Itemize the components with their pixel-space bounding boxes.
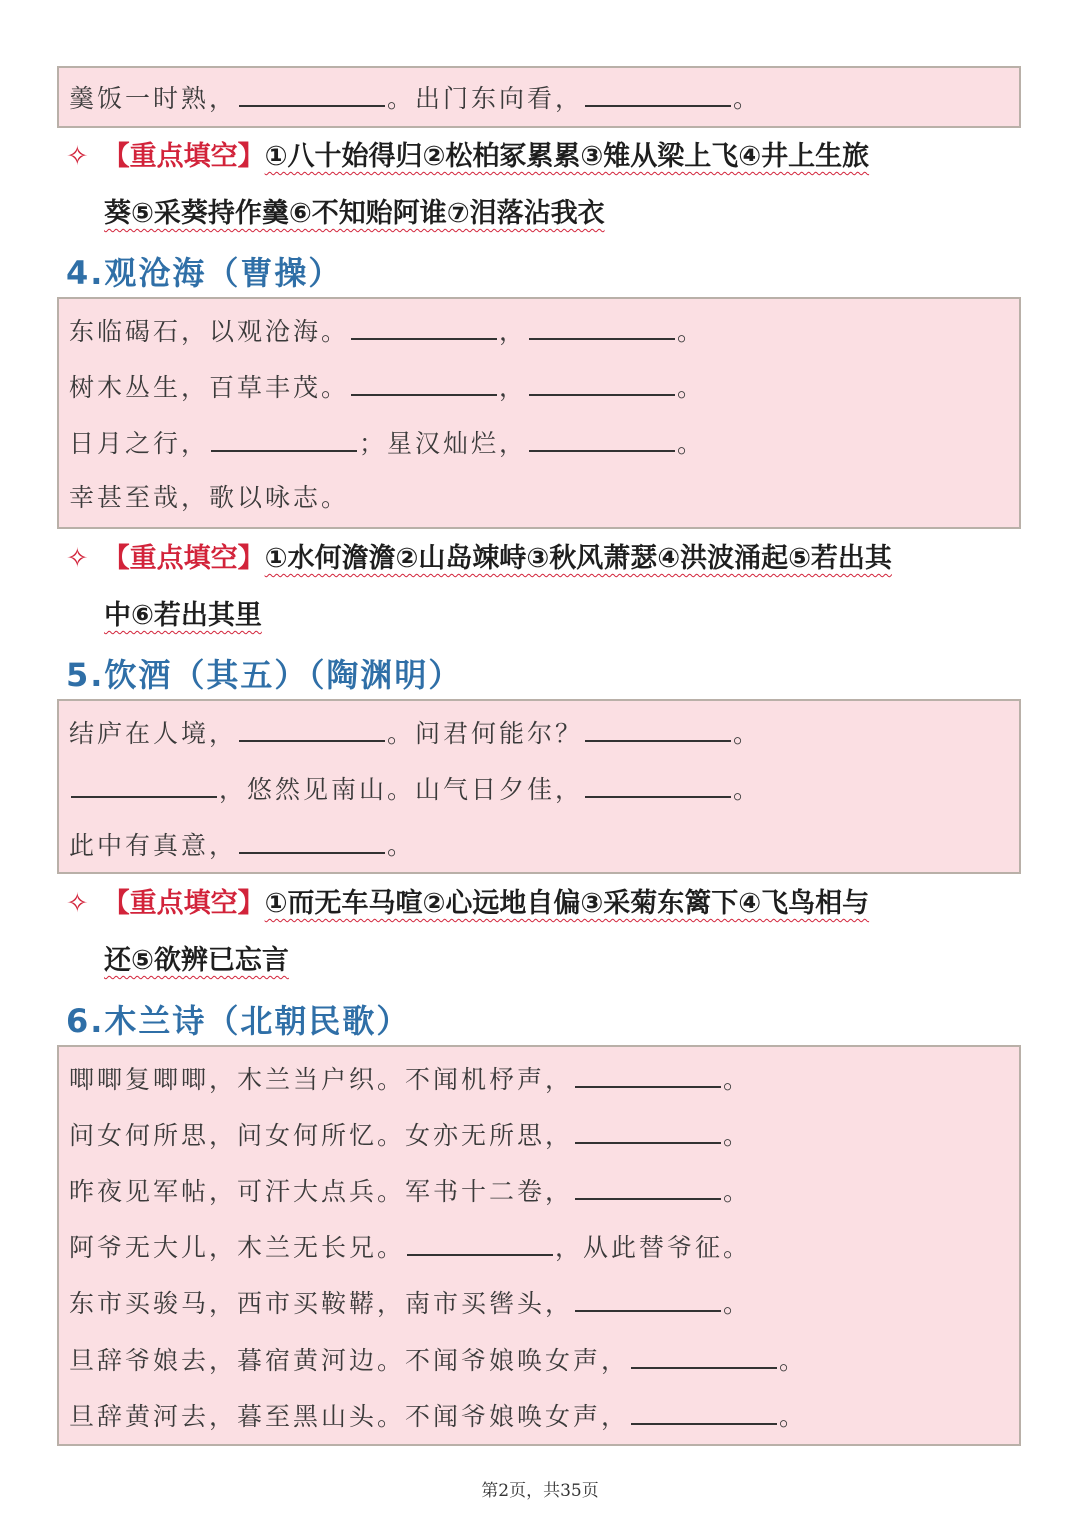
verse-line: 日月之行， ；星汉灿烂， 。 (69, 422, 705, 462)
verse-line: 问女何所思，问女何所忆。女亦无所思， 。 (69, 1114, 751, 1154)
verse-line: 结庐在人境， 。问君何能尔？ 。 (69, 712, 761, 752)
section-heading-4: 4.观沧海（曹操） (66, 254, 343, 292)
verse-line: 东临碣石，以观沧海。 ， 。 (69, 310, 705, 350)
verse-line: 唧唧复唧唧，木兰当户织。不闻机杼声， 。 (69, 1058, 751, 1098)
verse-line: 昨夜见军帖，可汗大点兵。军书十二卷， 。 (69, 1170, 751, 1210)
fill-blank[interactable] (585, 768, 731, 798)
verse-box-4 (57, 1045, 1021, 1446)
fill-blank[interactable] (575, 1282, 721, 1312)
fill-blank[interactable] (575, 1170, 721, 1200)
fill-blank[interactable] (529, 366, 675, 396)
fill-blank[interactable] (585, 712, 731, 742)
key-fill-answers-1: ✧ 【重点填空】①八十始得归②松柏冢累累③雉从梁上飞④井上生旅 葵⑤采葵持作羹⑥不知贻阿谁⑦泪落沾我衣 (66, 141, 870, 229)
diamond-icon: ✧ (66, 888, 89, 919)
diamond-icon: ✧ (66, 543, 89, 574)
fill-blank[interactable] (529, 310, 675, 340)
key-fill-answers-2: ✧ 【重点填空】①水何澹澹②山岛竦峙③秋风萧瑟④洪波涌起⑤若出其 中⑥若出其里 (66, 543, 892, 631)
page-number: 第2页，共35页 (481, 1481, 599, 1501)
fill-blank[interactable] (631, 1395, 777, 1425)
fill-blank[interactable] (575, 1114, 721, 1144)
fill-blank[interactable] (239, 712, 385, 742)
fill-blank[interactable] (239, 77, 385, 107)
fill-blank[interactable] (71, 768, 217, 798)
verse-box-3 (57, 699, 1021, 874)
fill-blank[interactable] (585, 77, 731, 107)
fill-blank[interactable] (211, 422, 357, 452)
fill-blank[interactable] (631, 1339, 777, 1369)
verse-line: 羹饭一时熟， 。出门东向看， 。 (69, 77, 761, 117)
verse-line: 旦辞爷娘去，暮宿黄河边。不闻爷娘唤女声， 。 (69, 1339, 807, 1379)
section-heading-6: 6.木兰诗（北朝民歌） (66, 1002, 411, 1040)
verse-line: 幸甚至哉，歌以咏志。 (69, 483, 350, 512)
verse-box-1 (57, 66, 1021, 128)
verse-box-2 (57, 297, 1021, 529)
verse-line: 树木丛生，百草丰茂。 ， 。 (69, 366, 705, 406)
verse-line: 阿爷无大儿，木兰无长兄。 ，从此替爷征。 (69, 1226, 751, 1266)
verse-line: ，悠然见南山。山气日夕佳， 。 (69, 768, 761, 808)
diamond-icon: ✧ (66, 141, 89, 172)
fill-blank[interactable] (239, 824, 385, 854)
key-fill-answers-3: ✧ 【重点填空】①而无车马喧②心远地自偏③采菊东篱下④飞鸟相与 还⑤欲辨已忘言 (66, 888, 870, 976)
section-heading-5: 5.饮酒（其五）（陶渊明） (66, 656, 463, 694)
verse-line: 此中有真意， 。 (69, 824, 415, 864)
fill-blank[interactable] (529, 422, 675, 452)
verse-line: 东市买骏马，西市买鞍鞯，南市买辔头， 。 (69, 1282, 751, 1322)
verse-line: 旦辞黄河去，暮至黑山头。不闻爷娘唤女声， 。 (69, 1395, 807, 1435)
fill-blank[interactable] (575, 1058, 721, 1088)
fill-blank[interactable] (351, 366, 497, 396)
fill-blank[interactable] (351, 310, 497, 340)
fill-blank[interactable] (407, 1226, 553, 1256)
